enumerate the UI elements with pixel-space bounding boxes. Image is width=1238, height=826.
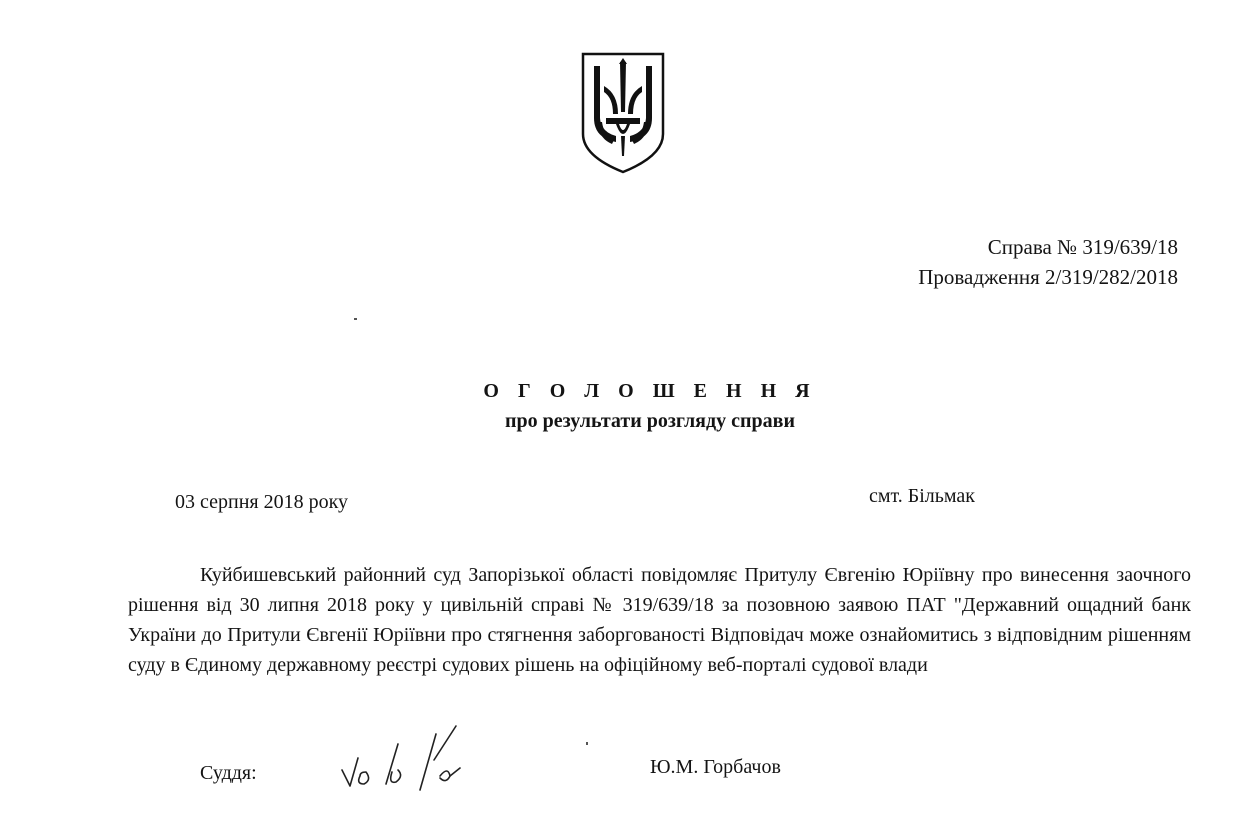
notice-title: О Г О Л О Ш Е Н Н Я <box>483 380 817 402</box>
notice-place: смт. Більмак <box>869 485 976 507</box>
scan-speck <box>354 318 357 320</box>
notice-date: 03 серпня 2018 року <box>175 491 349 513</box>
handwritten-signature-icon <box>336 714 486 794</box>
judge-label: Суддя: <box>200 762 257 784</box>
notice-subtitle: про результати розгляду справи <box>505 410 795 432</box>
scan-speck <box>586 742 588 745</box>
case-number: Справа № 319/639/18 <box>987 235 1178 259</box>
proceedings-number: Провадження 2/319/282/2018 <box>918 265 1178 289</box>
judge-name: Ю.М. Горбачов <box>650 756 781 778</box>
case-reference <box>918 232 1178 292</box>
ukrainian-trident-icon <box>580 52 666 174</box>
notice-body: Куйбишевський районний суд Запорізької області повідомляє Притулу Євгенію Юріївну про винесення заочного рішення від 30 липня 2018 року у цивільній справі № 319/639/18 за позовною заявою ПАТ "Державний ощадний банк України до Притули Євгенії Юріївни про стягнення заборгованості Відповідач може ознайомитись з відповідним рішенням суду в Єдиному державному реєстрі судових рішень на офіційному веб-порталі судової влади <box>128 564 1191 676</box>
